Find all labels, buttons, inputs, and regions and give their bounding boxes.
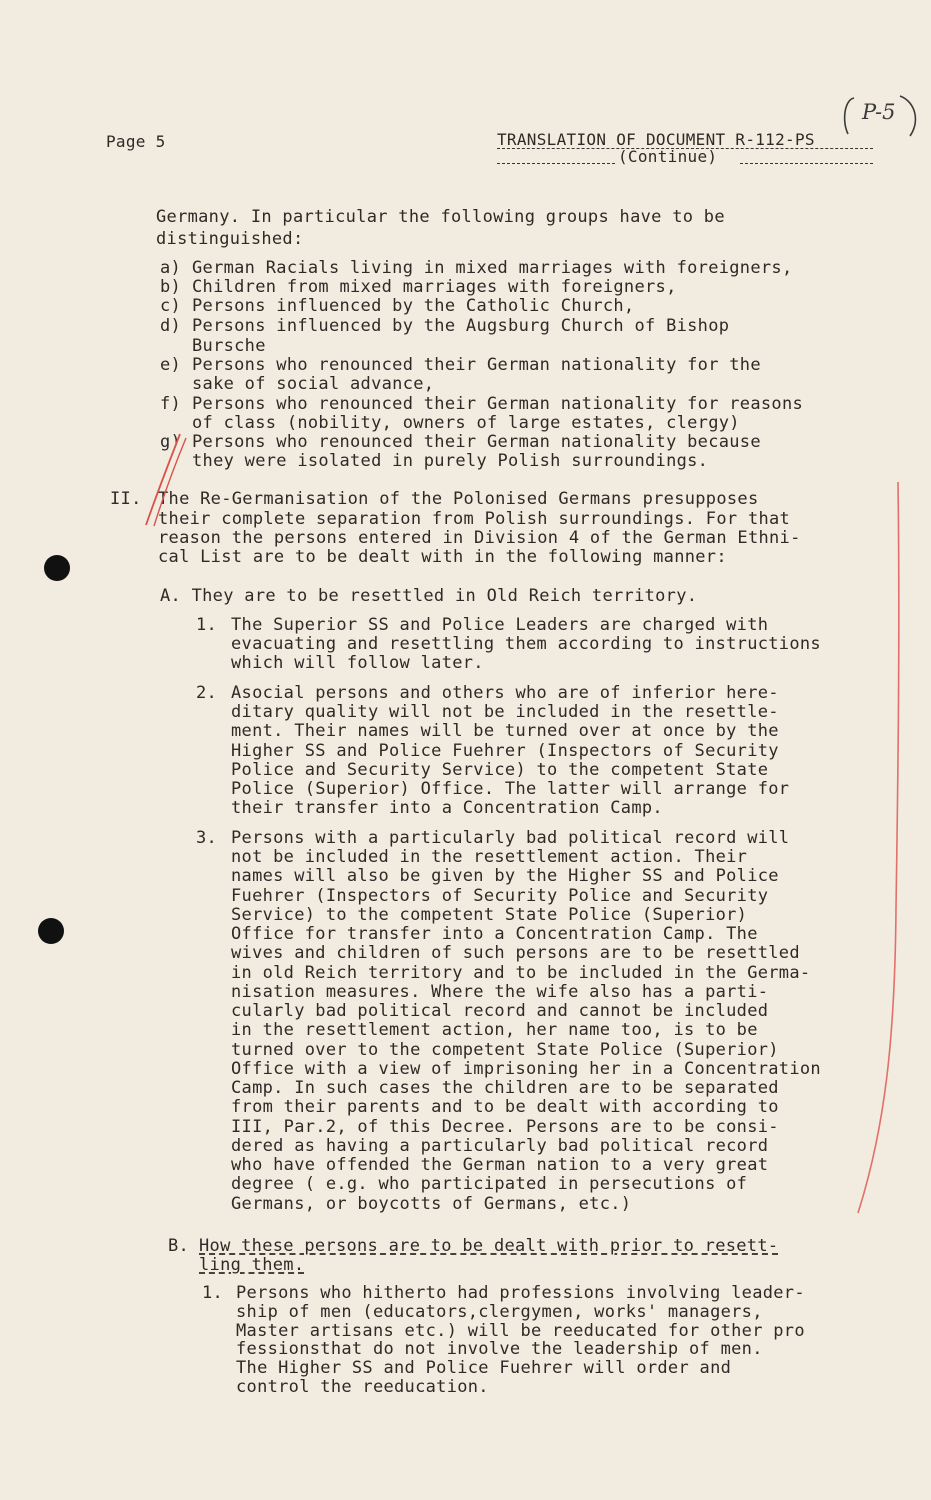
list-item: Persons influenced by the Augsburg Church of Bishop (192, 316, 730, 336)
red-pencil-slash-mark (140, 430, 190, 530)
item-line: Office with a view of imprisoning her in a Concentration (231, 1059, 821, 1079)
item-line: from their parents and to be dealt with according to (231, 1097, 779, 1117)
item-line: The Superior SS and Police Leaders are charged with (231, 615, 769, 635)
item-line: Persons with a particularly bad political record will (231, 828, 790, 848)
section-paragraph-line: their complete separation from Polish surroundings. For that (158, 509, 791, 529)
item-line: Police (Superior) Office. The latter will arrange for (231, 779, 790, 799)
item-line: in old Reich territory and to be included in the Germa- (231, 963, 811, 983)
item-line: ment. Their names will be turned over at once by the (231, 721, 779, 741)
continued-rule-left (497, 163, 615, 164)
item-line: dered as having a particularly bad political record (231, 1136, 769, 1156)
section-paragraph-line: cal List are to be dealt with in the following manner: (158, 547, 727, 567)
section-numeral: II. (110, 489, 142, 509)
item-number: 3. (196, 828, 218, 848)
part-b-heading: ling them. (199, 1255, 305, 1275)
item-line: their transfer into a Concentration Camp. (231, 798, 663, 818)
list-item: Persons who renounced their German nationality for reasons (192, 394, 804, 414)
page-stamp: P-5 (862, 100, 896, 124)
item-line: names will also be given by the Higher SS and Police (231, 866, 779, 886)
section-paragraph-line: reason the persons entered in Division 4 of the German Ethni- (158, 528, 801, 548)
item-line: Asocial persons and others who are of inferior here- (231, 683, 779, 703)
list-item-letter: b) (160, 277, 182, 297)
item-number: 1. (202, 1283, 224, 1303)
item-line: Master artisans etc.) will be reeducated for other pro (236, 1321, 805, 1341)
page-number: Page 5 (106, 132, 166, 151)
item-line: in the resettlement action, her name too, is to be (231, 1020, 758, 1040)
part-b-letter: B. (168, 1236, 190, 1256)
list-item: of class (nobility, owners of large estates, clergy) (192, 413, 740, 433)
item-line: The Higher SS and Police Fuehrer will order and (236, 1358, 732, 1378)
list-item-letter: a) (160, 258, 182, 278)
section-paragraph-line: The Re-Germanisation of the Polonised Germans presupposes (158, 489, 759, 509)
part-b-heading: How these persons are to be dealt with prior to resett- (199, 1236, 779, 1256)
item-line: who have offended the German nation to a very great (231, 1155, 769, 1175)
continued-rule-right (740, 163, 873, 164)
list-item: they were isolated in purely Polish surroundings. (192, 451, 709, 471)
item-number: 2. (196, 683, 218, 703)
continued-label: (Continue) (618, 147, 718, 166)
punch-hole-bottom (38, 918, 64, 944)
list-item: Children from mixed marriages with foreigners, (192, 277, 677, 297)
item-line: turned over to the competent State Police (Superior) (231, 1040, 779, 1060)
list-item-letter: g) (160, 432, 182, 452)
red-pencil-margin-line (840, 478, 910, 1218)
intro-line: distinguished: (156, 229, 304, 249)
item-line: evacuating and resettling them according to instructions (231, 634, 821, 654)
item-line: degree ( e.g. who participated in persecutions of (231, 1174, 748, 1194)
item-line: Camp. In such cases the children are to be separated (231, 1078, 779, 1098)
item-number: 1. (196, 615, 218, 635)
item-line: Higher SS and Police Fuehrer (Inspectors of Security (231, 741, 779, 761)
item-line: which will follow later. (231, 653, 484, 673)
item-line: Germans, or boycotts of Germans, etc.) (231, 1194, 632, 1214)
list-item: Persons influenced by the Catholic Church, (192, 296, 635, 316)
item-line: Service) to the competent State Police (Superior) (231, 905, 748, 925)
item-line: not be included in the resettlement action. Their (231, 847, 748, 867)
list-item: Persons who renounced their German nationality because (192, 432, 761, 452)
list-item-letter: d) (160, 316, 182, 336)
item-line: nisation measures. Where the wife also has a parti- (231, 982, 769, 1002)
item-line: ditary quality will not be included in the resettle- (231, 702, 779, 722)
punch-hole-top (44, 555, 70, 581)
document-title: TRANSLATION OF DOCUMENT R-112-PS (497, 130, 815, 149)
item-line: Police and Security Service) to the competent State (231, 760, 769, 780)
item-line: III, Par.2, of this Decree. Persons are to be consi- (231, 1117, 779, 1137)
list-item: Bursche (192, 336, 266, 356)
item-line: fessionsthat do not involve the leadership of men. (236, 1339, 763, 1359)
list-item: Persons who renounced their German nationality for the (192, 355, 761, 375)
part-a-heading: A. They are to be resettled in Old Reich territory. (160, 586, 698, 606)
item-line: Office for transfer into a Concentration Camp. The (231, 924, 758, 944)
item-line: control the reeducation. (236, 1377, 489, 1397)
list-item-letter: e) (160, 355, 182, 375)
item-line: Fuehrer (Inspectors of Security Police and Security (231, 886, 769, 906)
list-item: German Racials living in mixed marriages with foreigners, (192, 258, 793, 278)
intro-line: Germany. In particular the following groups have to be (156, 207, 725, 227)
item-line: ship of men (educators,clergymen, works' managers, (236, 1302, 763, 1322)
list-item-letter: c) (160, 296, 182, 316)
item-line: wives and children of such persons are to be resettled (231, 943, 800, 963)
item-line: cularly bad political record and cannot be included (231, 1001, 769, 1021)
list-item: sake of social advance, (192, 374, 435, 394)
list-item-letter: f) (160, 394, 182, 414)
item-line: Persons who hitherto had professions involving leader- (236, 1283, 805, 1303)
